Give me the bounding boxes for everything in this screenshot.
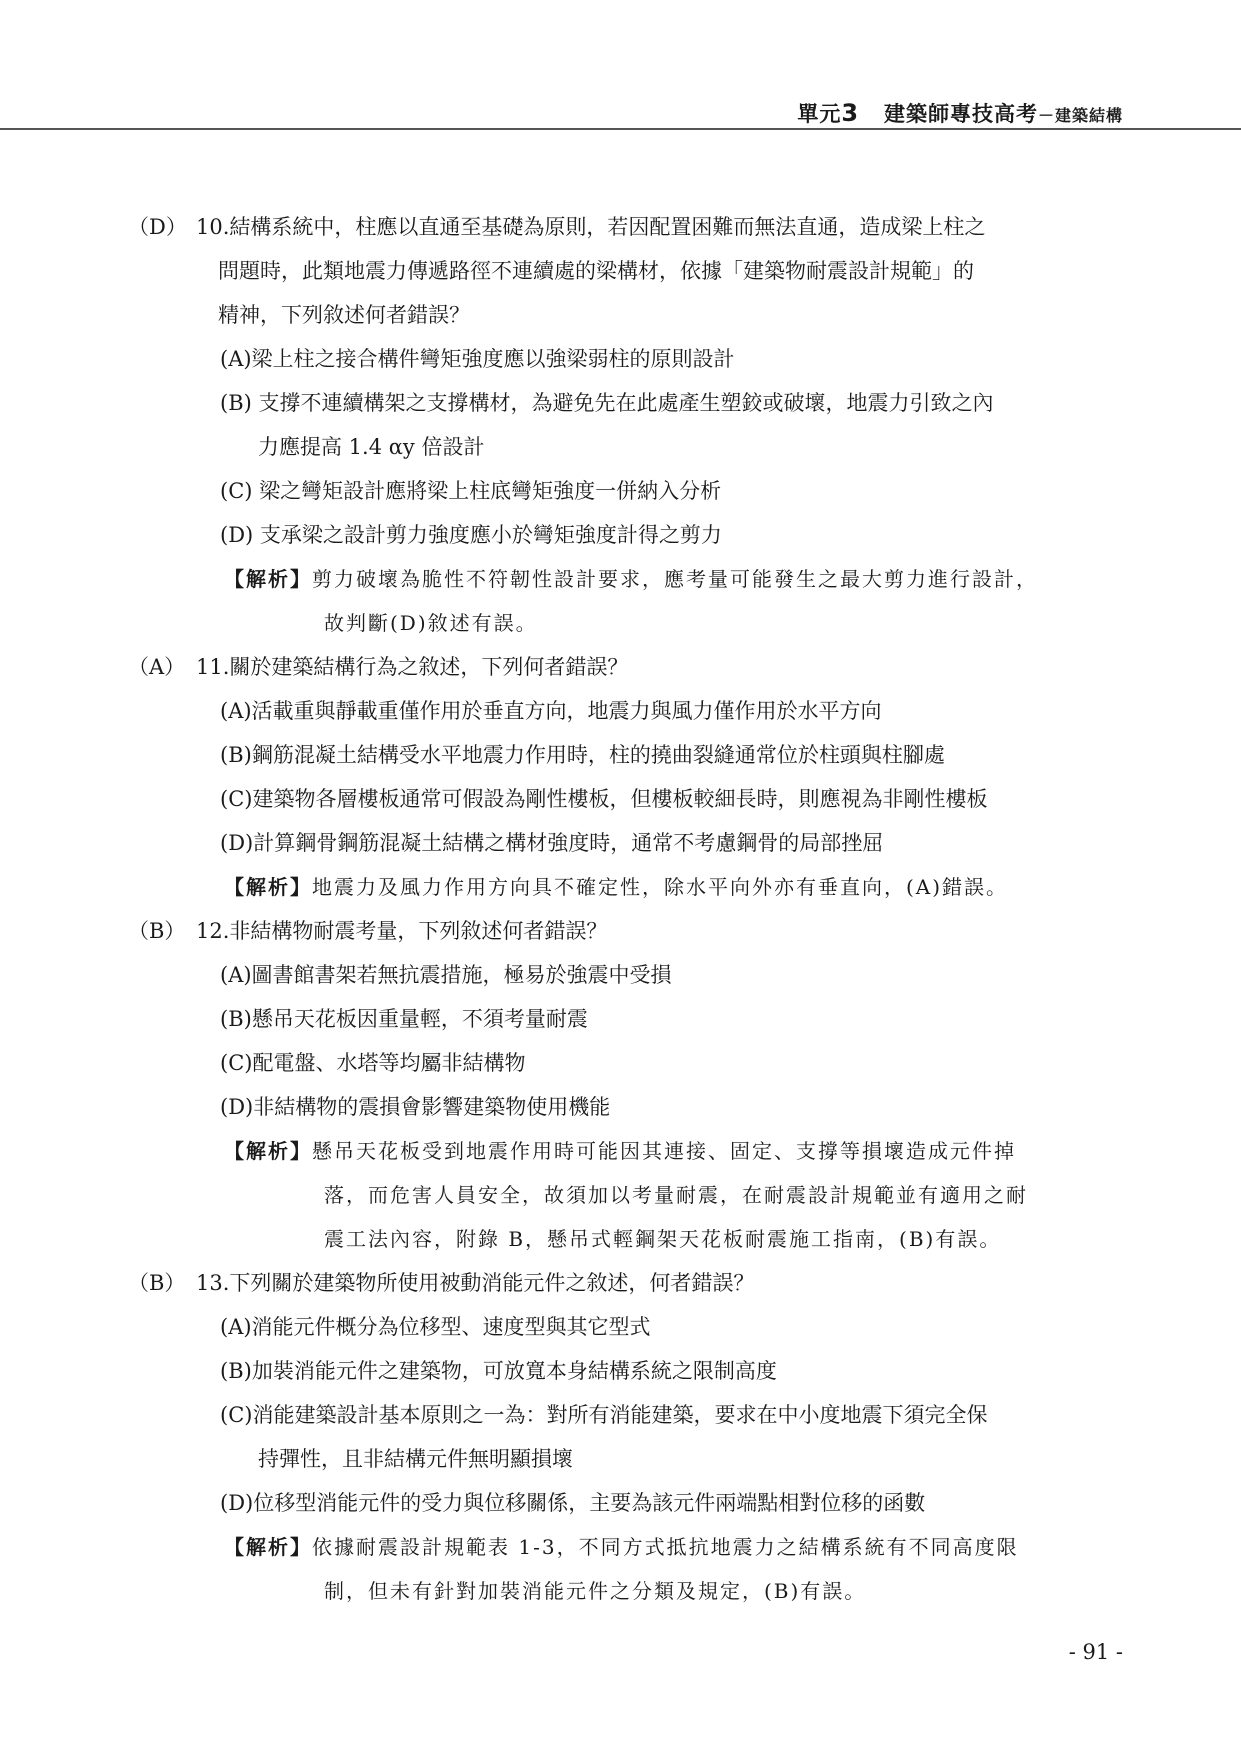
header-divider bbox=[0, 128, 1241, 130]
question-list bbox=[128, 205, 1128, 1613]
answer-key: （B） bbox=[128, 919, 186, 943]
option: (C) 梁之彎矩設計應將梁上柱底彎矩強度一併納入分析 bbox=[220, 479, 722, 503]
analysis-label: 【解析】 bbox=[224, 567, 312, 591]
analysis-text: 地震力及風力作用方向具不確定性，除水平向外亦有垂直向，(A)錯誤。 bbox=[312, 875, 1009, 899]
option-continued: 力應提高 1.4 αy 倍設計 bbox=[258, 435, 485, 459]
option: (A)活載重與靜載重僅作用於垂直方向，地震力與風力僅作用於水平方向 bbox=[220, 699, 882, 723]
question-number: 12. bbox=[196, 919, 230, 943]
question-number: 10. bbox=[196, 215, 230, 239]
header-unit-number: 3 bbox=[841, 99, 860, 127]
question-stem: 下列關於建築物所使用被動消能元件之敘述，何者錯誤？ bbox=[229, 1271, 755, 1295]
option: (D)非結構物的震損會影響建築物使用機能 bbox=[220, 1095, 611, 1119]
option: (C)消能建築設計基本原則之一為：對所有消能建築，要求在中小度地震下須完全保 bbox=[220, 1403, 988, 1427]
header-title bbox=[797, 98, 1123, 128]
answer-key: （A） bbox=[128, 655, 186, 679]
option: (A)圖書館書架若無抗震措施，極易於強震中受損 bbox=[220, 963, 672, 987]
option: (A)消能元件概分為位移型、速度型與其它型式 bbox=[220, 1315, 651, 1339]
page-header bbox=[0, 0, 1241, 130]
option: (B) 支撐不連續構架之支撐構材，為避免先在此處產生塑鉸或破壞，地震力引致之內 bbox=[220, 391, 994, 415]
analysis bbox=[128, 557, 1128, 601]
analysis-label: 【解析】 bbox=[224, 1139, 312, 1163]
option: (D)位移型消能元件的受力與位移關係，主要為該元件兩端點相對位移的函數 bbox=[220, 1491, 926, 1515]
analysis-continued: 震工法內容，附錄 B，懸吊式輕鋼架天花板耐震施工指南，(B)有誤。 bbox=[324, 1227, 1002, 1251]
analysis bbox=[128, 1129, 1128, 1173]
analysis-continued: 故判斷(D)敘述有誤。 bbox=[324, 611, 538, 635]
question-11 bbox=[128, 645, 1128, 909]
option: (B)懸吊天花板因重量輕，不須考量耐震 bbox=[220, 1007, 588, 1031]
question-10 bbox=[128, 205, 1128, 645]
question-stem-continued: 精神，下列敘述何者錯誤？ bbox=[218, 303, 470, 327]
question-stem-continued: 問題時，此類地震力傳遞路徑不連續處的梁構材，依據「建築物耐震設計規範」的 bbox=[218, 259, 974, 283]
header-unit-label: 單元 bbox=[797, 102, 842, 126]
question-stem: 結構系統中，柱應以直通至基礎為原則，若因配置困難而無法直通，造成梁上柱之 bbox=[229, 215, 986, 239]
answer-key: （D） bbox=[128, 215, 187, 239]
analysis-text: 懸吊天花板受到地震作用時可能因其連接、固定、支撐等損壞造成元件掉 bbox=[312, 1139, 1016, 1163]
option: (D)計算鋼骨鋼筋混凝土結構之構材強度時，通常不考慮鋼骨的局部挫屈 bbox=[220, 831, 884, 855]
analysis-text: 剪力破壞為脆性不符韌性設計要求，應考量可能發生之最大剪力進行設計， bbox=[312, 567, 1038, 591]
analysis-label: 【解析】 bbox=[224, 875, 312, 899]
option: (C)配電盤、水塔等均屬非結構物 bbox=[220, 1051, 526, 1075]
question-stem: 非結構物耐震考量，下列敘述何者錯誤？ bbox=[229, 919, 608, 943]
question-stem: 關於建築結構行為之敘述，下列何者錯誤？ bbox=[229, 655, 629, 679]
option: (B)鋼筋混凝土結構受水平地震力作用時，柱的撓曲裂縫通常位於柱頭與柱腳處 bbox=[220, 743, 945, 767]
analysis bbox=[128, 1525, 1128, 1569]
analysis-label: 【解析】 bbox=[224, 1535, 312, 1559]
analysis bbox=[128, 865, 1128, 909]
question-number: 11. bbox=[196, 655, 230, 679]
option: (A)梁上柱之接合構件彎矩強度應以強梁弱柱的原則設計 bbox=[220, 347, 735, 371]
answer-key: （B） bbox=[128, 1271, 186, 1295]
option: (C)建築物各層樓板通常可假設為剛性樓板，但樓板較細長時，則應視為非剛性樓板 bbox=[220, 787, 988, 811]
page-number: - 91 - bbox=[1068, 1640, 1123, 1664]
header-subtitle: －建築結構 bbox=[1037, 106, 1123, 125]
analysis-continued: 制，但未有針對加裝消能元件之分類及規定，(B)有誤。 bbox=[324, 1579, 867, 1603]
question-13 bbox=[128, 1261, 1128, 1613]
analysis-text: 依據耐震設計規範表 1-3，不同方式抵抗地震力之結構系統有不同高度限 bbox=[312, 1535, 1019, 1559]
option-continued: 持彈性，且非結構元件無明顯損壞 bbox=[258, 1447, 573, 1471]
question-number: 13. bbox=[196, 1271, 230, 1295]
option: (D) 支承梁之設計剪力強度應小於彎矩強度計得之剪力 bbox=[220, 523, 722, 547]
analysis-continued: 落，而危害人員安全，故須加以考量耐震，在耐震設計規範並有適用之耐 bbox=[324, 1183, 1028, 1207]
option: (B)加裝消能元件之建築物，可放寬本身結構系統之限制高度 bbox=[220, 1359, 777, 1383]
question-12 bbox=[128, 909, 1128, 1261]
header-book-title: 建築師專技高考 bbox=[883, 102, 1038, 126]
